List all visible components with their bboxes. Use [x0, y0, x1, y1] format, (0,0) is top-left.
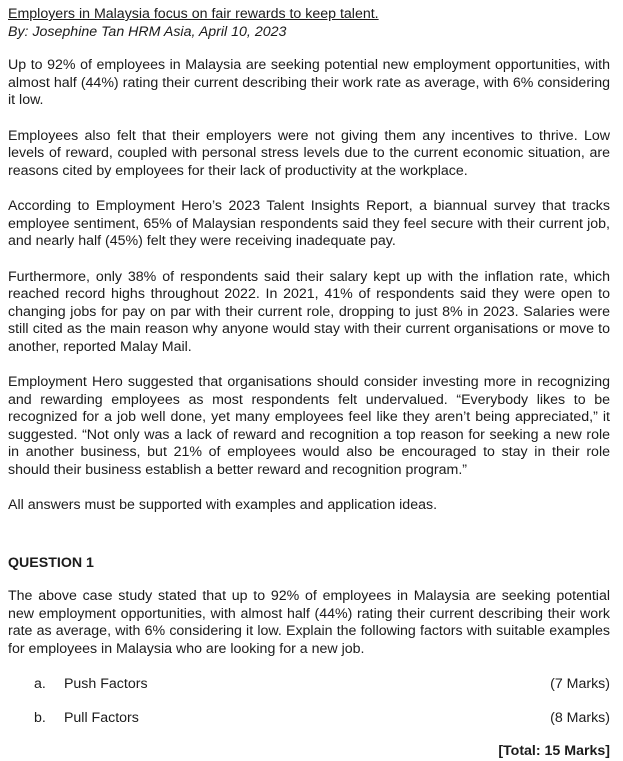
article-title: Employers in Malaysia focus on fair rewards to keep talent. — [8, 6, 379, 22]
question-heading: QUESTION 1 — [8, 554, 94, 571]
question-item — [8, 710, 610, 728]
instruction-text: All answers must be supported with examples and application ideas. — [8, 497, 438, 513]
article-paragraph: Up to 92% of employees in Malaysia are seeking potential new employment opportunities, with almost half (44%) rating their current describing their work rate as average, with 6% considering it low. — [8, 57, 610, 108]
question-prompt: The above case study stated that up to 92% of employees in Malaysia are seeking potential new employment opportunities, with almost half (44%) rating their current describing their work rate as average, with 6% considering it low. Explain the following factors with suitable examples for employees in Malaysia who are looking for a new job. — [8, 588, 610, 657]
question-item — [8, 676, 610, 694]
article-paragraph: Employees also felt that their employers were not giving them any incentives to thrive. Low levels of reward, coupled with personal stress levels due to the current economic situation, are reasons cited by employees for their lack of productivity at the workplace. — [8, 127, 610, 179]
question-item-marks: (8 Marks) — [550, 709, 610, 726]
article-paragraph: Furthermore, only 38% of respondents said their salary kept up with the inflation rate, which reached record highs throughout 2022. In 2021, 41% of respondents said they were open to changing jobs for pay on par with their current role, dropping to just 8% in 2023. Salaries were still cited as the main reason why anyone would stay with their current organisations or move to another, reported Malay Mail. — [8, 268, 610, 355]
article-paragraph: Employment Hero suggested that organisations should consider investing more in recognizing and rewarding employees as most respondents felt undervalued. “Everybody likes to be recognized for a job well done, yet many employees feel like they aren’t being appreciated,” it suggested. “Not only was a lack of reward and recognition a top reason for seeking a new role in another business, but 21% of employees would also be encouraged to stay in their role should their business establish a better reward and recognition program.” — [8, 374, 610, 478]
article-paragraph: According to Employment Hero’s 2023 Talent Insights Report, a biannual survey that tracks employee sentiment, 65% of Malaysian respondents said they feel secure with their current job, and nearly half (45%) felt they were receiving inadequate pay. — [8, 198, 610, 249]
article-byline: By: Josephine Tan HRM Asia, April 10, 2023 — [8, 23, 287, 40]
question-item-text: Pull Factors — [63, 709, 139, 726]
question-item-text: Push Factors — [63, 676, 148, 692]
question-item-label: b. — [34, 709, 46, 726]
question-item-label: a. — [34, 676, 46, 692]
question-items — [8, 676, 610, 727]
total-marks: [Total: 15 Marks] — [498, 743, 610, 759]
question-item-marks: (7 Marks) — [550, 676, 610, 692]
